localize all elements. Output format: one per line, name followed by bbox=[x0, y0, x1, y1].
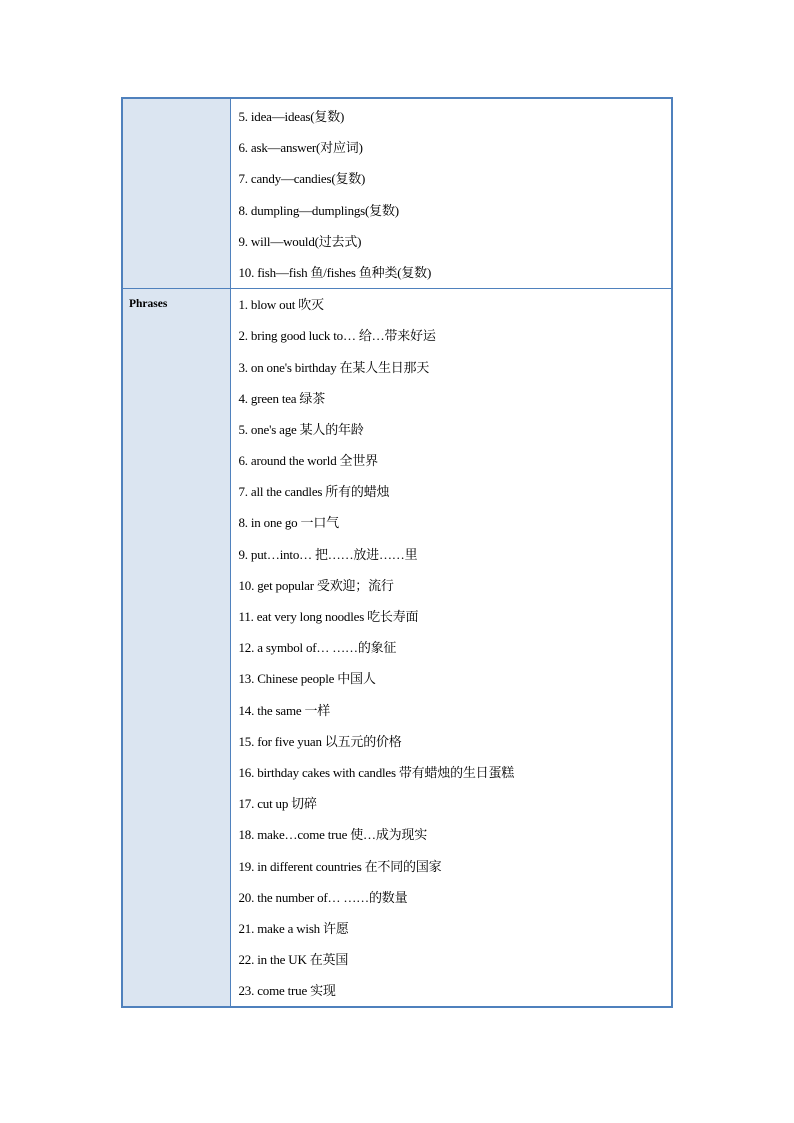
list-item: 21. make a wish 许愿 bbox=[238, 920, 349, 936]
list-item: 11. eat very long noodles 吃长寿面 bbox=[238, 609, 419, 624]
list-item: 20. the number of… ……的数量 bbox=[238, 889, 408, 905]
list-item: 2. bring good luck to… 给…带来好运 bbox=[238, 328, 436, 344]
list-item: 17. cut up 切碎 bbox=[238, 796, 317, 812]
list-item: 8. in one go 一口气 bbox=[238, 515, 339, 531]
vocabulary-table bbox=[121, 97, 673, 1008]
list-item: 7. candy—candies(复数) bbox=[238, 171, 366, 187]
list-item: 5. idea—ideas(复数) bbox=[238, 109, 345, 124]
list-item: 8. dumpling—dumplings(复数) bbox=[238, 202, 399, 218]
list-item: 4. green tea 绿茶 bbox=[238, 390, 326, 406]
list-item: 19. in different countries 在不同的国家 bbox=[238, 858, 442, 874]
list-item: 9. will—would(过去式) bbox=[238, 233, 362, 249]
section-label bbox=[122, 98, 230, 289]
table-row-phrases bbox=[122, 289, 672, 1008]
list-item: 1. blow out 吹灭 bbox=[238, 297, 324, 313]
phrases-list bbox=[230, 289, 672, 1008]
list-item: 12. a symbol of… ……的象征 bbox=[238, 640, 397, 656]
list-item: 22. in the UK 在英国 bbox=[238, 952, 349, 968]
list-item: 5. one's age 某人的年龄 bbox=[238, 421, 364, 437]
list-item: 13. Chinese people 中国人 bbox=[238, 671, 376, 687]
list-item: 15. for five yuan 以五元的价格 bbox=[238, 733, 402, 749]
list-item: 18. make…come true 使…成为现实 bbox=[238, 827, 428, 843]
list-item: 14. the same 一样 bbox=[238, 702, 331, 718]
list-item: 6. around the world 全世界 bbox=[238, 453, 378, 469]
word-forms-list bbox=[230, 98, 672, 289]
list-item: 9. put…into… 把……放进……里 bbox=[238, 546, 418, 562]
list-item: 10. fish—fish 鱼/fishes 鱼种类(复数) bbox=[238, 264, 432, 280]
table-row-word-forms bbox=[122, 98, 672, 289]
list-item: 16. birthday cakes with candles 带有蜡烛的生日蛋糕 bbox=[238, 764, 515, 780]
list-item: 6. ask—answer(对应词) bbox=[238, 140, 363, 156]
list-item: 10. get popular 受欢迎；流行 bbox=[238, 577, 394, 593]
list-item: 23. come true 实现 bbox=[238, 983, 336, 999]
list-item: 7. all the candles 所有的蜡烛 bbox=[238, 484, 390, 500]
section-label-phrases: Phrases bbox=[122, 289, 230, 1008]
list-item: 3. on one's birthday 在某人生日那天 bbox=[238, 359, 430, 375]
